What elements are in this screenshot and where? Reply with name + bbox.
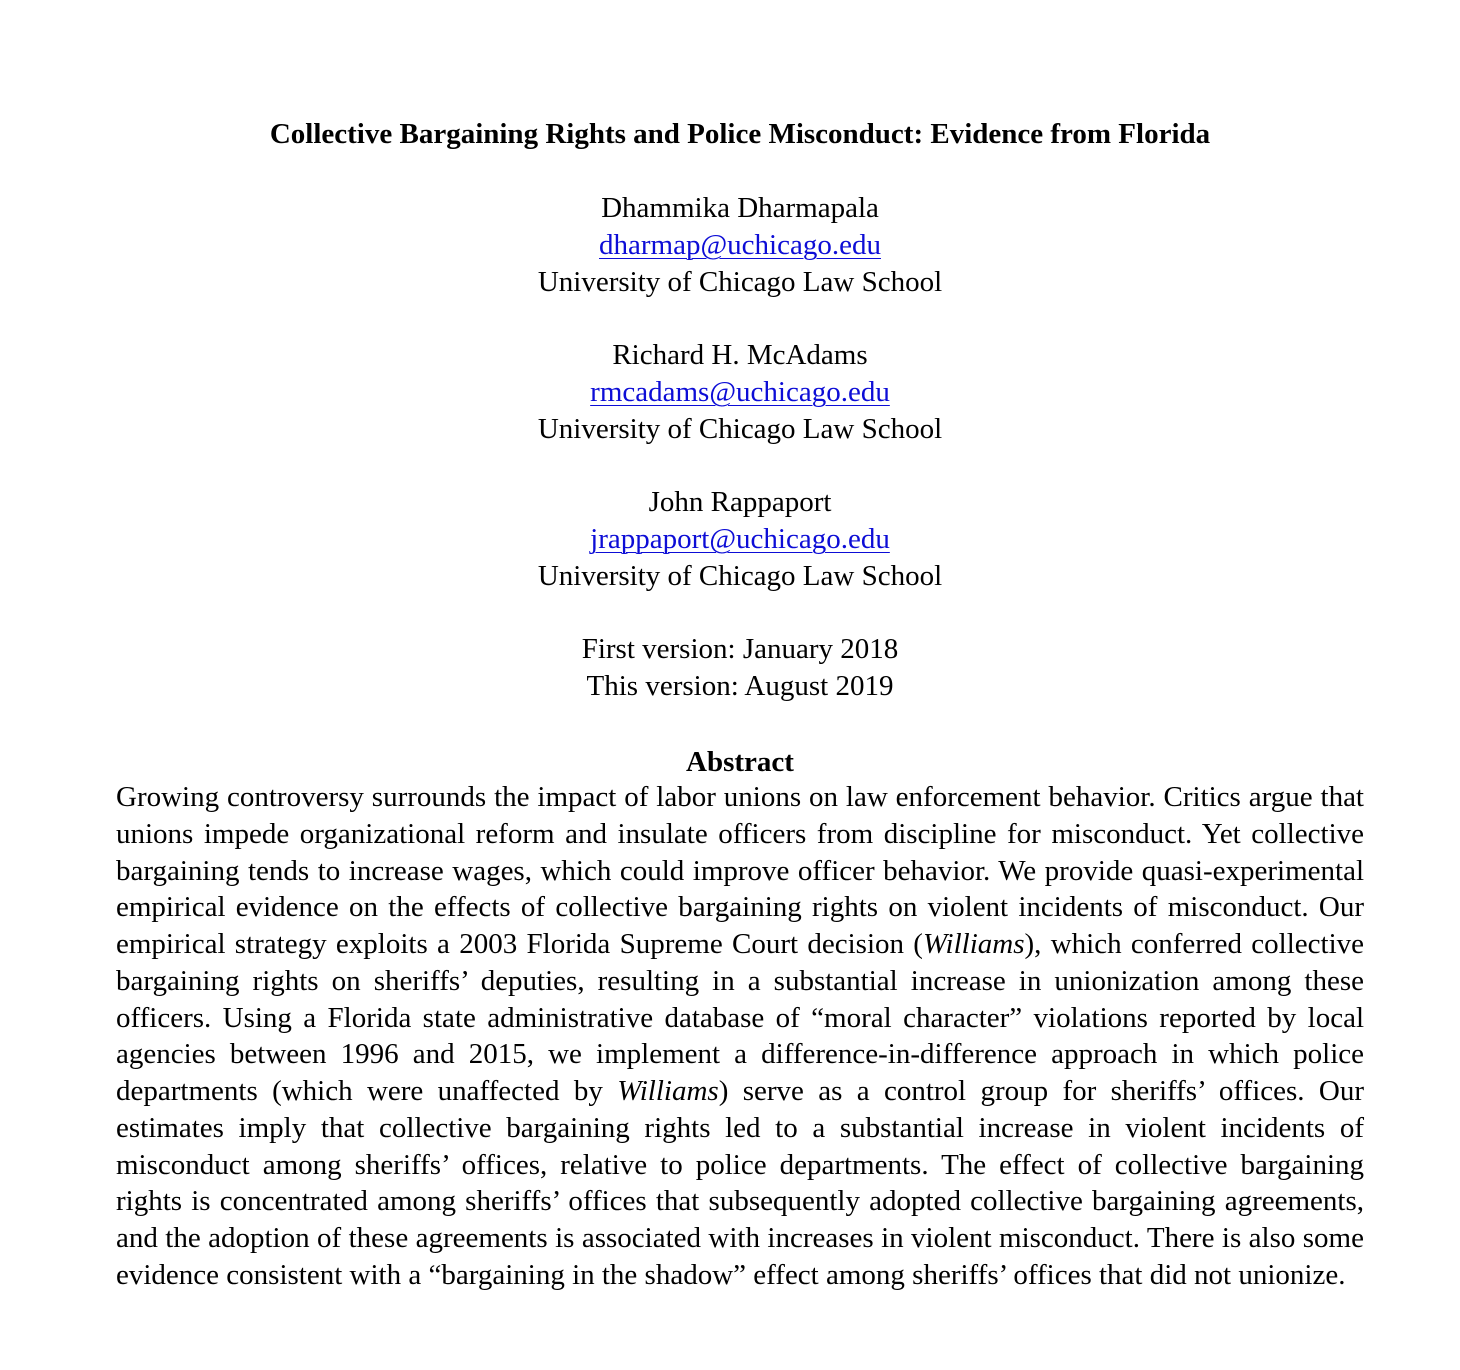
author-email-link[interactable]: dharmap@uchicago.edu <box>599 228 881 261</box>
abstract-segment: Growing controversy surrounds the impact of labor unions on law enforcement behavior. Critics argue that unions impede organizational reform and insulate officers from discipline for misconduct. Yet collective bargaining tends to increase wages, which could improve officer behavior. We provide quasi-experimental empirical evidence on the effects of collective bargaining rights on violent incidents of misconduct. Our empirical strategy exploits a 2003 Florida Supreme Court decision ( <box>116 781 1364 960</box>
author-block <box>0 484 1460 594</box>
author-name: Dhammika Dharmapala <box>601 192 879 224</box>
author-affiliation: University of Chicago Law School <box>537 559 943 592</box>
author-affiliation: University of Chicago Law School <box>537 265 943 298</box>
author-email-link[interactable]: rmcadams@uchicago.edu <box>590 375 890 408</box>
current-version-date: This version: August 2019 <box>586 669 894 702</box>
author-name: Richard H. McAdams <box>612 339 868 372</box>
abstract-heading: Abstract <box>686 746 794 778</box>
paper-title: Collective Bargaining Rights and Police Misconduct: Evidence from Florida <box>269 118 1211 150</box>
author-affiliation: University of Chicago Law School <box>537 412 943 445</box>
abstract-segment: ) serve as a control group for sheriffs’ offices. Our estimates imply that collective bargaining rights led to a substantial increase in violent incidents of misconduct among sheriffs’ offices, relative to police departments. The effect of collective bargaining rights is concentrated among sheriffs’ offices that subsequently adopted collective bargaining agreements, and the adoption of these agreements is associated with increases in violent misconduct. There is also some evidence consistent with a “bargaining in the shadow” effect among sheriffs’ offices that did not unionize. <box>116 1075 1365 1291</box>
version-info <box>0 631 1460 705</box>
author-list <box>0 190 1460 632</box>
author-name: John Rappaport <box>648 486 832 519</box>
first-version-date: First version: January 2018 <box>581 633 899 665</box>
case-name-williams: Williams <box>617 1075 719 1107</box>
case-name-williams: Williams <box>922 928 1025 960</box>
abstract-text <box>116 779 1364 1294</box>
author-block <box>0 190 1460 300</box>
author-block <box>0 337 1460 447</box>
author-email-link[interactable]: jrappaport@uchicago.edu <box>590 523 890 556</box>
abstract-segment: ), which conferred collective bargaining rights on sheriffs’ deputies, resulting in a substantial increase in unionization among these officers. Using a Florida state administrative database of “moral character” violations reported by local agencies between 1996 and 2015, we implement a difference-in-difference approach in which police departments (which were unaffected by <box>116 928 1364 1107</box>
